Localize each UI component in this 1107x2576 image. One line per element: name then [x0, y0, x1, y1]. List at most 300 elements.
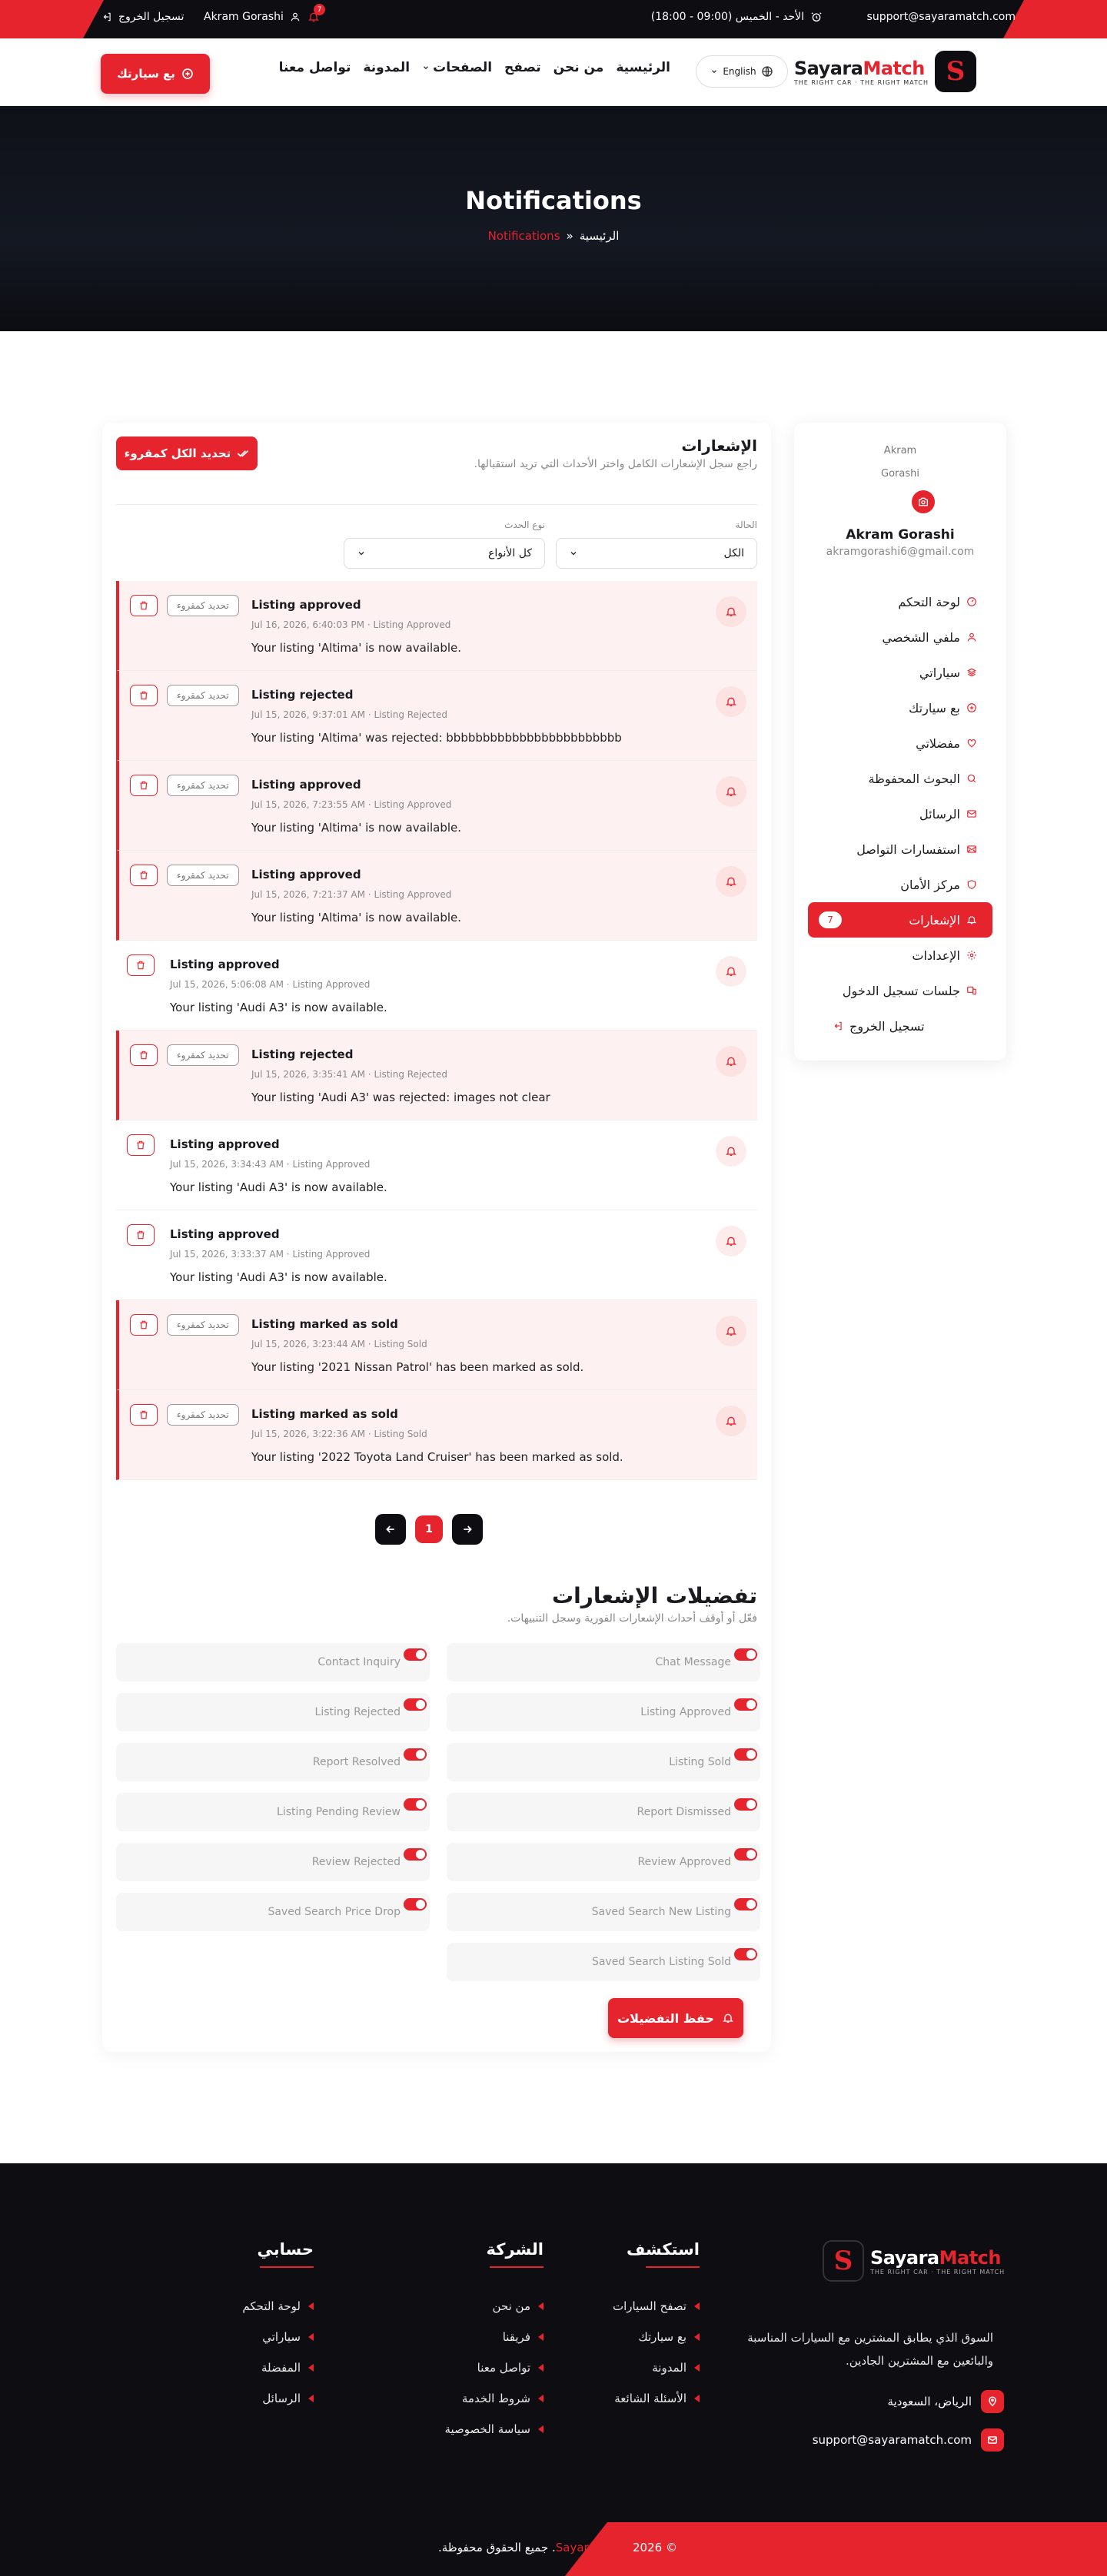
copyright-rights: . جميع الحقوق محفوظة.: [438, 2541, 556, 2554]
pref-toggle-switch[interactable]: [734, 1748, 757, 1761]
notification-message: Your listing 'Altima' is now available.: [251, 911, 462, 925]
prev-page-button[interactable]: [375, 1514, 406, 1545]
delete-notification-button[interactable]: [130, 1404, 158, 1426]
footer-link-label: الرسائل: [262, 2392, 301, 2405]
sidebar-item-envelope[interactable]: [808, 832, 992, 867]
mark-read-button[interactable]: تحديد كمقروء: [167, 1314, 239, 1336]
notification-message: Your listing 'Audi A3' was rejected: images not clear: [251, 1090, 550, 1104]
sidebar-item-label: الإشعارات: [909, 912, 960, 928]
page-title: Notifications: [465, 186, 642, 215]
footer-link[interactable]: [613, 2383, 700, 2414]
breadcrumb-current: Notifications: [487, 229, 560, 243]
caret-icon: [538, 2395, 544, 2402]
delete-notification-button[interactable]: [127, 1224, 155, 1246]
chevron-down-icon: [357, 549, 366, 558]
nav-pages-label: الصفحات: [433, 60, 493, 75]
section-subtitle: راجع سجل الإشعارات الكامل واختر الأحداث التي تريد استقبالها.: [474, 458, 757, 470]
notifications-list: [116, 581, 757, 1480]
pref-toggle-switch[interactable]: [734, 1898, 757, 1910]
trash-icon: [135, 1140, 146, 1150]
breadcrumb: [0, 229, 1107, 243]
pref-toggle-label: Listing Pending Review: [277, 1806, 401, 1818]
pref-toggle-label: Review Rejected: [311, 1856, 401, 1868]
trash-icon: [138, 870, 149, 881]
footer-col-underline: [490, 2266, 544, 2268]
footer-bottom-bar: [0, 2522, 1107, 2576]
brand-logo[interactable]: [794, 51, 976, 92]
language-switcher[interactable]: [696, 55, 788, 88]
pref-toggle-row: [116, 1743, 430, 1781]
location-pin-icon: [981, 2390, 1004, 2413]
footer-link[interactable]: [444, 2352, 544, 2383]
page-hero: [0, 106, 1107, 331]
notification-title: Listing approved: [170, 1137, 280, 1151]
brand-name-b: Match: [863, 57, 925, 79]
caret-icon: [694, 2333, 700, 2341]
main-nav: [279, 60, 670, 75]
footer-link[interactable]: [242, 2352, 314, 2383]
sidebar-item-label: لوحة التحكم: [898, 594, 960, 609]
chevron-down-icon: [422, 64, 430, 71]
nav-blog[interactable]: المدونة: [363, 60, 411, 75]
bell-icon: [966, 915, 977, 925]
brand-name-a: Sayara: [793, 57, 863, 79]
delete-notification-button[interactable]: [130, 595, 158, 616]
pref-toggle-switch[interactable]: [734, 1698, 757, 1711]
language-label: English: [723, 66, 756, 77]
gear-icon: [966, 950, 977, 961]
sidebar-item-label: استفسارات التواصل: [856, 842, 960, 857]
delete-notification-button[interactable]: [130, 1044, 158, 1066]
sidebar-item-label: مفضلاتي: [916, 735, 960, 751]
sidebar-item-dashboard[interactable]: [808, 584, 992, 619]
user-account[interactable]: [204, 11, 301, 23]
sidebar-item-label: مركز الأمان: [900, 877, 960, 892]
footer-col-title: حسابي: [257, 2240, 314, 2259]
footer-col-title: استكشف: [626, 2240, 700, 2259]
footer-brand-a: Sayara: [870, 2246, 939, 2269]
delete-notification-button[interactable]: [130, 1314, 158, 1336]
footer-link-label: المدونة: [652, 2361, 686, 2375]
bell-icon: [722, 2012, 734, 2024]
pref-toggle-row: [447, 1793, 760, 1831]
pref-toggle-label: Contact Inquiry: [317, 1656, 401, 1668]
nav-browse[interactable]: تصفح: [504, 60, 541, 75]
footer-link-label: سياراتي: [262, 2330, 301, 2344]
logout-text: تسجيل الخروج: [118, 11, 184, 23]
caret-icon: [694, 2395, 700, 2402]
sidebar-item-cars[interactable]: [808, 655, 992, 690]
logo-mark-icon: S: [823, 2240, 864, 2282]
alarm-clock-icon: [810, 11, 823, 23]
sidebar-item-search[interactable]: [808, 761, 992, 796]
shield-icon: [966, 879, 977, 890]
logout-icon: [101, 12, 112, 22]
caret-icon: [538, 2302, 544, 2310]
notification-meta: Jul 15, 2026, 3:34:43 AM · Listing Approved: [170, 1159, 371, 1170]
footer-email[interactable]: [813, 2428, 1004, 2452]
pagination: [375, 1514, 483, 1545]
notification-title: Listing marked as sold: [251, 1407, 398, 1421]
pref-toggle-switch[interactable]: [734, 1848, 757, 1861]
mark-read-button[interactable]: تحديد كمقروء: [167, 1044, 239, 1066]
status-filter-value: الكل: [723, 547, 744, 559]
notification-message: Your listing 'Altima' was rejected: bbbbbbbbbbbbbbbbbbbbbbbb: [251, 731, 622, 745]
notification-title: Listing rejected: [251, 688, 354, 702]
pref-toggle-switch[interactable]: [404, 1748, 427, 1761]
globe-icon: [761, 65, 773, 78]
camera-icon: [917, 496, 929, 508]
plus-circle-icon: [181, 68, 194, 80]
mark-read-button[interactable]: تحديد كمقروء: [167, 595, 239, 616]
pref-toggle-row: [447, 1643, 760, 1681]
footer-link[interactable]: [242, 2322, 314, 2352]
pref-toggle-row: [116, 1693, 430, 1731]
pref-toggle-label: Listing Approved: [640, 1706, 731, 1718]
footer-logo[interactable]: [823, 2240, 1005, 2282]
notification-item[interactable]: [116, 1210, 757, 1300]
arrow-right-icon: [461, 1523, 474, 1535]
trash-icon: [138, 780, 149, 791]
heart-icon: [966, 738, 977, 749]
type-filter-label: نوع الحدث: [504, 520, 545, 530]
sidebar-item-shield[interactable]: [808, 867, 992, 902]
pref-toggle-switch[interactable]: [734, 1648, 757, 1661]
sidebar-count-badge: 7: [819, 911, 842, 928]
save-preferences-button[interactable]: [608, 1998, 743, 2038]
plus-circle-icon: [966, 702, 977, 713]
notification-title: Listing approved: [251, 868, 361, 881]
caret-icon: [538, 2364, 544, 2372]
pref-toggle-row: [447, 1943, 760, 1981]
pref-toggle-switch[interactable]: [404, 1698, 427, 1711]
nav-home[interactable]: الرئيسية: [616, 60, 670, 75]
sidebar-item-label: البحوث المحفوظة: [868, 771, 960, 786]
footer-link[interactable]: [444, 2322, 544, 2352]
footer-brand-text: [870, 2247, 1005, 2276]
footer-location: [887, 2390, 1004, 2413]
support-email-text: support@sayaramatch.com: [866, 11, 1016, 23]
notification-message: Your listing '2021 Nissan Patrol' has been marked as sold.: [251, 1360, 584, 1374]
pref-toggle-label: Report Resolved: [312, 1756, 401, 1768]
mark-read-button[interactable]: تحديد كمقروء: [167, 685, 239, 706]
sidebar-item-mail[interactable]: [808, 796, 992, 832]
copyright-brand: Sayara: [555, 2541, 596, 2554]
notification-title: Listing marked as sold: [251, 1317, 398, 1331]
sidebar-item-heart[interactable]: [808, 725, 992, 761]
notification-bell-icon: [716, 866, 746, 897]
type-filter-select[interactable]: [344, 538, 545, 569]
pref-toggle-row: [447, 1693, 760, 1731]
notification-title: Listing rejected: [251, 1047, 354, 1061]
sidebar-logout-label: تسجيل الخروج: [849, 1018, 925, 1034]
footer-link-label: لوحة التحكم: [242, 2299, 301, 2313]
pref-toggle-label: Saved Search Listing Sold: [591, 1956, 731, 1968]
delete-notification-button[interactable]: [130, 865, 158, 886]
pref-toggle-row: [447, 1893, 760, 1931]
trash-icon: [138, 690, 149, 701]
notification-item[interactable]: [116, 1390, 757, 1480]
footer-col-underline: [646, 2266, 700, 2268]
footer-col-company: [444, 2240, 544, 2445]
profile-email: akramgorashi6@gmail.com: [826, 546, 975, 558]
notification-meta: Jul 15, 2026, 9:37:01 AM · Listing Rejected: [251, 709, 447, 720]
top-bar-accent-left: [0, 0, 104, 38]
nav-contact[interactable]: تواصل معنا: [278, 60, 351, 75]
type-filter-value: كل الأنواع: [488, 547, 532, 559]
double-check-icon: [237, 447, 249, 460]
next-page-button[interactable]: [452, 1514, 483, 1545]
notification-item[interactable]: [116, 941, 757, 1031]
caret-icon: [694, 2364, 700, 2372]
notification-message: Your listing 'Audi A3' is now available.: [170, 1180, 387, 1194]
pref-toggle-switch[interactable]: [404, 1798, 427, 1811]
pref-toggle-switch[interactable]: [734, 1948, 757, 1960]
brand-tagline: THE RIGHT CAR · THE RIGHT MATCH: [793, 78, 929, 86]
pref-toggle-label: Listing Sold: [669, 1756, 731, 1768]
arrow-left-icon: [384, 1523, 397, 1535]
notification-bell-icon: [716, 596, 746, 627]
sidebar-item-bell[interactable]: [808, 902, 992, 938]
footer-link-label: الأسئلة الشائعة: [614, 2392, 686, 2405]
sidebar-menu: [808, 584, 992, 1044]
sidebar-item-user[interactable]: [808, 619, 992, 655]
notification-item[interactable]: [116, 761, 757, 851]
pref-toggle-row: [116, 1893, 430, 1931]
envelope-icon: [966, 844, 977, 855]
caret-icon: [308, 2395, 314, 2402]
chevron-down-icon: [569, 549, 578, 558]
notification-title: Listing approved: [251, 598, 361, 612]
footer-link-label: بع سيارتك: [638, 2330, 686, 2344]
preferences-title: تفضيلات الإشعارات: [552, 1583, 757, 1608]
notification-item[interactable]: [116, 671, 757, 761]
logout-icon: [833, 1021, 843, 1031]
pref-toggle-label: Listing Rejected: [314, 1706, 401, 1718]
trash-icon: [135, 1230, 146, 1240]
notification-bell-icon: [716, 1406, 746, 1436]
footer-link-label: تصفح السيارات: [613, 2299, 686, 2313]
copyright-text: [438, 2541, 596, 2554]
user-icon: [966, 632, 977, 642]
pref-toggle-switch[interactable]: [734, 1798, 757, 1811]
mail-icon: [981, 2428, 1004, 2452]
support-email[interactable]: [867, 11, 1034, 23]
sidebar-item-label: ملفي الشخصي: [882, 629, 960, 645]
user-name: Akram Gorashi: [204, 11, 284, 23]
notification-meta: Jul 15, 2026, 5:06:08 AM · Listing Approved: [170, 979, 371, 990]
breadcrumb-home[interactable]: الرئيسية: [579, 229, 620, 243]
sell-car-button[interactable]: [101, 54, 210, 94]
caret-icon: [308, 2333, 314, 2341]
avatar: [794, 440, 1006, 486]
notification-message: Your listing 'Altima' is now available.: [251, 641, 462, 655]
notification-meta: Jul 15, 2026, 3:35:41 AM · Listing Rejected: [251, 1069, 447, 1080]
mail-icon: [1022, 11, 1034, 23]
trash-icon: [138, 600, 149, 611]
pref-toggle-label: Review Approved: [637, 1856, 731, 1868]
footer-col-account: [242, 2240, 314, 2414]
change-avatar-button[interactable]: [912, 490, 935, 513]
notifications-panel: [102, 423, 771, 2052]
mark-all-read-button[interactable]: [116, 437, 258, 470]
footer-link[interactable]: [613, 2291, 700, 2322]
notification-meta: Jul 15, 2026, 3:23:44 AM · Listing Sold: [251, 1339, 427, 1349]
notification-item[interactable]: [116, 1031, 757, 1120]
notification-bell-icon: [716, 956, 746, 987]
dashboard-icon: [966, 596, 977, 607]
chevron-down-icon: [710, 68, 718, 75]
delete-notification-button[interactable]: [130, 685, 158, 706]
logo-mark-icon: S: [935, 51, 976, 92]
footer-link-label: سياسة الخصوصية: [444, 2422, 530, 2436]
sidebar-item-label: بع سيارتك: [909, 700, 960, 715]
notification-item[interactable]: [116, 1120, 757, 1210]
notification-message: Your listing 'Audi A3' is now available.: [170, 1001, 387, 1014]
pref-toggle-switch[interactable]: [404, 1848, 427, 1861]
notification-item[interactable]: [116, 581, 757, 671]
copyright-year: © 2026: [633, 2541, 677, 2554]
mark-read-button[interactable]: تحديد كمقروء: [167, 775, 239, 796]
sidebar-item-gear[interactable]: [808, 938, 992, 973]
sidebar-item-plus-circle[interactable]: [808, 690, 992, 725]
footer-col-title: الشركة: [486, 2240, 544, 2259]
footer-location-text: الرياض، السعودية: [887, 2395, 972, 2408]
breadcrumb-separator: »: [566, 229, 573, 243]
footer-brand-b: Match: [939, 2246, 1001, 2269]
account-sidebar: [794, 423, 1006, 1061]
status-filter-select[interactable]: [556, 538, 757, 569]
status-filter-label: الحالة: [735, 520, 757, 530]
caret-icon: [308, 2302, 314, 2310]
mark-all-read-label: تحديد الكل كمقروء: [124, 446, 231, 460]
delete-notification-button[interactable]: [127, 1134, 155, 1156]
notification-message: Your listing '2022 Toyota Land Cruiser' has been marked as sold.: [251, 1450, 623, 1464]
pref-toggle-row: [116, 1793, 430, 1831]
mark-read-button[interactable]: تحديد كمقروء: [167, 1404, 239, 1426]
pref-toggle-label: Report Dismissed: [637, 1806, 731, 1818]
nav-pages[interactable]: [422, 60, 492, 75]
footer-link[interactable]: [613, 2322, 700, 2352]
working-hours: [651, 11, 823, 23]
pref-toggle-row: [447, 1843, 760, 1881]
sidebar-item-label: الرسائل: [919, 806, 960, 822]
mail-icon: [966, 808, 977, 819]
mark-read-button[interactable]: تحديد كمقروء: [167, 865, 239, 886]
footer-link[interactable]: [242, 2291, 314, 2322]
top-bar: [0, 0, 1107, 38]
notification-bell-icon: [716, 1226, 746, 1256]
save-preferences-label: حفظ التفضيلات: [617, 2010, 714, 2026]
notification-meta: Jul 16, 2026, 6:40:03 PM · Listing Approved: [251, 619, 451, 630]
avatar-alt-line2: Gorashi: [881, 468, 919, 480]
notification-meta: Jul 15, 2026, 3:22:36 AM · Listing Sold: [251, 1429, 427, 1439]
pref-toggle-row: [116, 1643, 430, 1681]
avatar-alt-line1: Akram: [883, 445, 917, 456]
notification-bell[interactable]: [308, 5, 322, 23]
caret-icon: [538, 2333, 544, 2341]
cars-icon: [966, 667, 977, 678]
notification-bell-icon: [716, 1046, 746, 1077]
notification-message: Your listing 'Audi A3' is now available.: [170, 1270, 387, 1284]
sidebar-item-label: الإعدادات: [912, 948, 960, 963]
notification-item[interactable]: [116, 851, 757, 941]
profile-name: Akram Gorashi: [846, 527, 955, 543]
notification-meta: Jul 15, 2026, 3:33:37 AM · Listing Approved: [170, 1249, 371, 1260]
pref-toggle-label: Saved Search New Listing: [591, 1906, 731, 1918]
preferences-subtitle: فعّل أو أوقف أحداث الإشعارات الفورية وسجل التنبيهات.: [507, 1612, 757, 1625]
brand-text: [794, 58, 929, 86]
user-icon: [290, 12, 301, 22]
notification-bell-icon: [716, 686, 746, 717]
trash-icon: [138, 1050, 149, 1061]
page-1-button[interactable]: 1: [415, 1515, 443, 1543]
footer-link-label: شروط الخدمة: [461, 2392, 530, 2405]
notification-title: Listing approved: [170, 958, 280, 971]
pref-toggle-row: [116, 1843, 430, 1881]
search-icon: [966, 773, 977, 784]
sidebar-item-label: جلسات تسجيل الدخول: [842, 983, 960, 998]
pref-toggle-label: Saved Search Price Drop: [268, 1906, 401, 1918]
sell-car-label: بع سيارتك: [117, 67, 175, 81]
footer-link[interactable]: [444, 2383, 544, 2414]
trash-icon: [135, 960, 146, 971]
delete-notification-button[interactable]: [127, 954, 155, 976]
site-footer: [0, 2163, 1107, 2576]
pref-toggle-switch[interactable]: [404, 1648, 427, 1661]
footer-link-label: المفضلة: [261, 2361, 301, 2375]
footer-col-explore: [613, 2240, 700, 2414]
footer-col-underline: [260, 2266, 314, 2268]
footer-link-label: فريقنا: [502, 2330, 530, 2344]
caret-icon: [694, 2302, 700, 2310]
footer-link-label: تواصل معنا: [477, 2361, 530, 2375]
trash-icon: [138, 1409, 149, 1420]
footer-email-text: support@sayaramatch.com: [812, 2433, 972, 2447]
notification-meta: Jul 15, 2026, 7:23:55 AM · Listing Approved: [251, 799, 452, 810]
nav-about[interactable]: من نحن: [553, 60, 604, 75]
section-title: الإشعارات: [681, 437, 757, 455]
footer-link[interactable]: [242, 2383, 314, 2414]
notification-bell-icon: [716, 1136, 746, 1167]
footer-link-label: من نحن: [492, 2299, 530, 2313]
pref-toggle-switch[interactable]: [404, 1898, 427, 1910]
notification-count-badge: 7: [314, 4, 325, 15]
sidebar-item-logout[interactable]: [808, 1008, 992, 1044]
divider: [116, 504, 757, 505]
pref-toggle-label: Chat Message: [655, 1656, 731, 1668]
footer-link[interactable]: [613, 2352, 700, 2383]
site-header: [0, 38, 1107, 106]
devices-icon: [966, 985, 977, 996]
caret-icon: [538, 2425, 544, 2433]
footer-link[interactable]: [444, 2414, 544, 2445]
footer-description: السوق الذي يطابق المشترين مع السيارات المناسبة والبائعين مع المشترين الجادين.: [747, 2331, 993, 2368]
sidebar-item-label: سياراتي: [919, 665, 960, 680]
notification-meta: Jul 15, 2026, 7:21:37 AM · Listing Approved: [251, 889, 452, 900]
notification-bell-icon: [716, 776, 746, 807]
footer-link[interactable]: [444, 2291, 544, 2322]
trash-icon: [138, 1320, 149, 1330]
notification-message: Your listing 'Altima' is now available.: [251, 821, 462, 835]
delete-notification-button[interactable]: [130, 775, 158, 796]
logout-link[interactable]: [101, 11, 184, 23]
sidebar-item-devices[interactable]: [808, 973, 992, 1008]
footer-tagline: THE RIGHT CAR · THE RIGHT MATCH: [870, 2268, 1006, 2276]
notification-bell-icon: [716, 1316, 746, 1346]
notification-item[interactable]: [116, 1300, 757, 1390]
caret-icon: [308, 2364, 314, 2372]
